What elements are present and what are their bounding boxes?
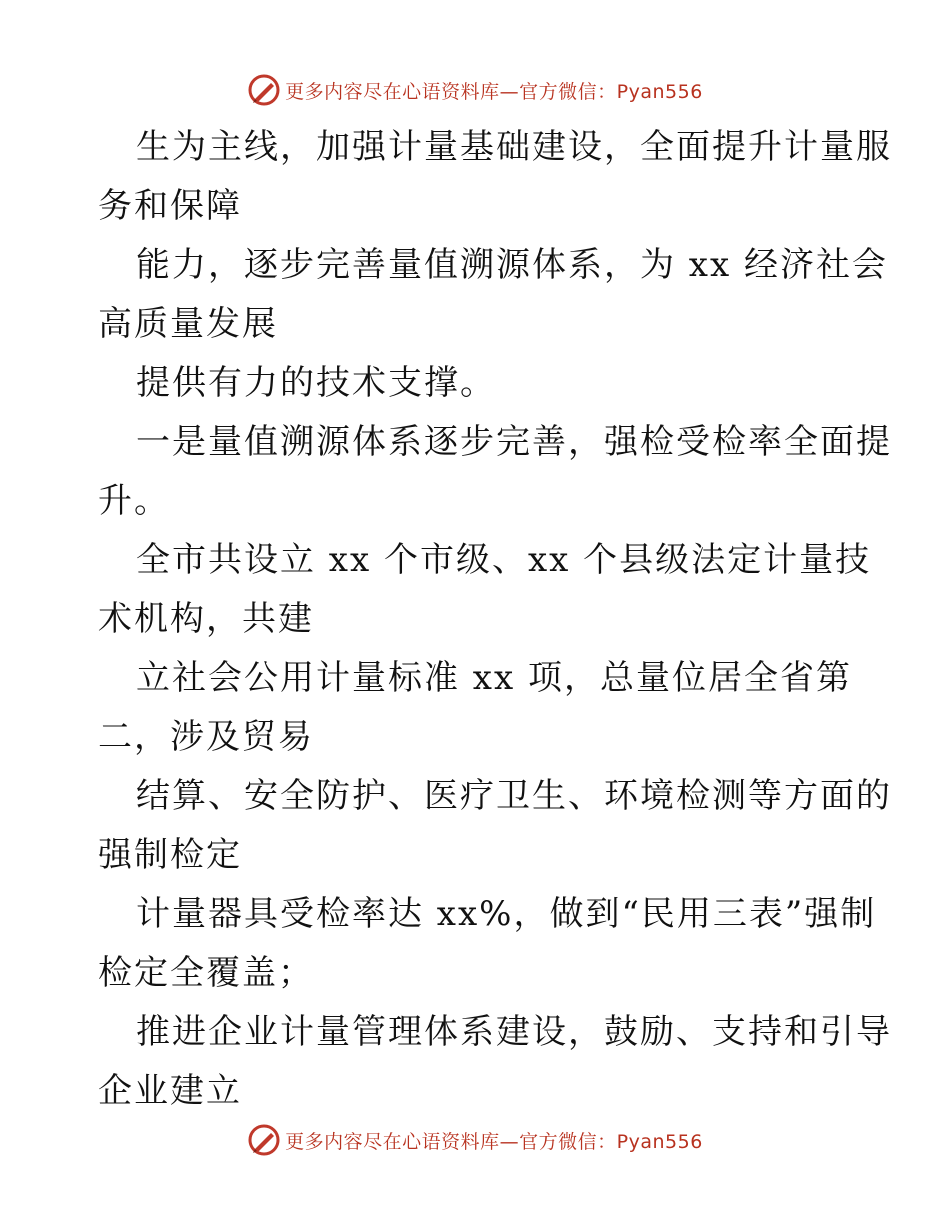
body-line: 立社会公用计量标准 xx 项，总量位居全省第 xyxy=(136,658,852,698)
pen-logo-icon xyxy=(247,73,281,107)
body-line: 强制检定 xyxy=(98,835,242,875)
body-line: 检定全覆盖； xyxy=(98,953,314,993)
body-line: 推进企业计量管理体系建设，鼓励、支持和引导 xyxy=(136,1012,892,1052)
body-line: 提供有力的技术支撑。 xyxy=(136,363,496,403)
body-line: 一是量值溯源体系逐步完善，强检受检率全面提 xyxy=(136,422,892,462)
body-line: 升。 xyxy=(98,481,170,521)
body-line: 全市共设立 xx 个市级、xx 个县级法定计量技 xyxy=(136,540,872,580)
footer-banner xyxy=(0,1120,950,1160)
body-line: 务和保障 xyxy=(98,186,242,226)
footer-banner-text: 更多内容尽在心语资料库—官方微信：Pyan556 xyxy=(285,1130,703,1153)
header-banner xyxy=(0,70,950,110)
body-line: 能力，逐步完善量值溯源体系，为 xx 经济社会 xyxy=(136,245,888,285)
document-body xyxy=(98,118,892,1121)
body-line: 结算、安全防护、医疗卫生、环境检测等方面的 xyxy=(136,776,892,816)
body-line: 高质量发展 xyxy=(98,304,278,344)
body-line: 二，涉及贸易 xyxy=(98,717,314,757)
body-line: 生为主线，加强计量基础建设，全面提升计量服 xyxy=(136,127,892,167)
pen-logo-icon xyxy=(247,1123,281,1157)
body-line: 企业建立 xyxy=(98,1071,242,1111)
body-line: 术机构，共建 xyxy=(98,599,314,639)
body-line: 计量器具受检率达 xx%，做到“民用三表”强制 xyxy=(136,894,877,934)
header-banner-text: 更多内容尽在心语资料库—官方微信：Pyan556 xyxy=(285,80,703,103)
